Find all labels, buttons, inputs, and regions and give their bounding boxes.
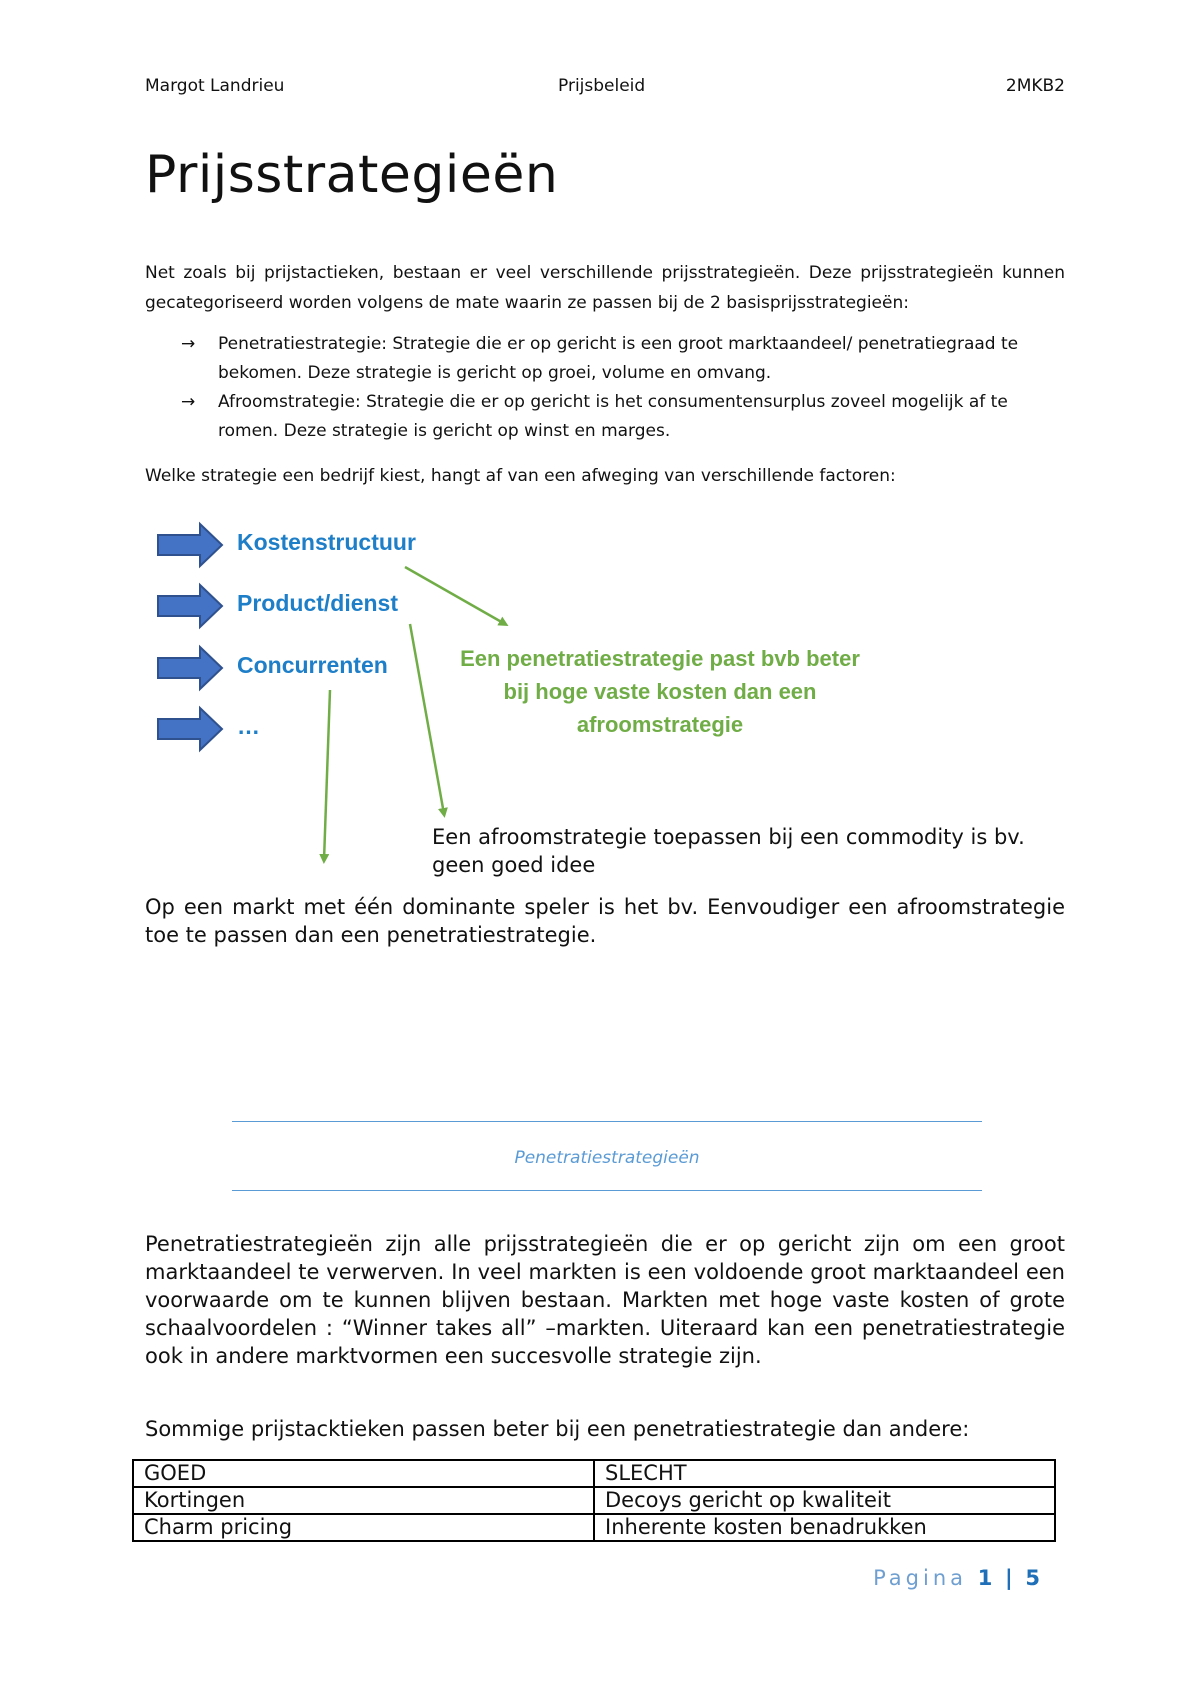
table-row	[133, 1487, 1055, 1514]
header-class: 2MKB2	[1005, 76, 1065, 96]
factor-more: …	[237, 713, 260, 739]
header-subject: Prijsbeleid	[558, 76, 646, 96]
intro-paragraph: Net zoals bij prijstactieken, bestaan er veel verschillende prijsstrategieën. Deze prijsstrategieën kunnen gecategoriseerd worden volgens de mate waarin ze passen bij de 2 basisprijsstrategieën:	[145, 263, 1065, 313]
block-arrow-icon	[158, 647, 222, 689]
connector-arrow-icon	[405, 567, 505, 624]
arrow-right-icon: →	[181, 334, 196, 354]
page-footer	[873, 1566, 1042, 1590]
table-row	[133, 1514, 1055, 1541]
table-cell: Charm pricing	[133, 1514, 594, 1541]
table-cell: Kortingen	[133, 1487, 594, 1514]
factor-product: Product/dienst	[237, 590, 399, 616]
factor-competitors: Concurrenten	[237, 652, 388, 678]
block-arrow-icon	[158, 524, 222, 566]
factor-cost-structure: Kostenstructuur	[237, 529, 416, 555]
table-header-cell: SLECHT	[594, 1460, 1055, 1487]
dominant-player-note: Op een markt met één dominante speler is het bv. Eenvoudiger een afroomstrategie toe te passen dan een penetratiestrategie.	[145, 895, 1065, 947]
table-header-row	[133, 1460, 1055, 1487]
block-arrow-icon	[158, 708, 222, 750]
block-arrow-icon	[158, 585, 222, 627]
tactics-table	[132, 1459, 1056, 1542]
table-cell: Inherente kosten benadrukken	[594, 1514, 1055, 1541]
section-divider-bottom	[232, 1190, 982, 1191]
factors-intro: Welke strategie een bedrijf kiest, hangt af van een afweging van verschillende factoren:	[145, 466, 896, 486]
footer-label: Pagina	[873, 1566, 968, 1590]
footer-total-pages: 5	[1025, 1566, 1042, 1590]
list-item	[145, 388, 1065, 446]
footer-separator: |	[1005, 1566, 1015, 1590]
connector-arrow-icon	[410, 624, 444, 814]
list-item-text: Afroomstrategie: Strategie die er op gericht is het consumentensurplus zoveel mogelijk af te romen. Deze strategie is gericht op winst en marges.	[218, 392, 1008, 441]
footer-page-number: 1	[977, 1566, 995, 1590]
list-item-text: Penetratiestrategie: Strategie die er op gericht is een groot marktaandeel/ penetratiegraad te bekomen. Deze strategie is gericht op groei, volume en omvang.	[218, 334, 1019, 383]
penetration-paragraph: Penetratiestrategieën zijn alle prijsstrategieën die er op gericht zijn om een groot marktaandeel te verwerven. In veel markten is een voldoende groot marktaandeel een voorwaarde om te kunnen blijven bestaan. Markten met hoge vaste kosten of grote schaalvoordelen : “Winner takes all” –markten. Uiteraard kan een penetratiestrategie ook in andere marktvormen een succesvolle strategie zijn.	[145, 1232, 1065, 1368]
tactics-intro: Sommige prijstacktieken passen beter bij een penetratiestrategie dan andere:	[145, 1417, 970, 1441]
table-cell: Decoys gericht op kwaliteit	[594, 1487, 1055, 1514]
strategy-list	[145, 330, 1065, 446]
arrow-right-icon: →	[181, 392, 196, 412]
header-author: Margot Landrieu	[145, 76, 285, 96]
section-divider-top	[232, 1121, 982, 1122]
commodity-note: Een afroomstrategie toepassen bij een commodity is bv. geen goed idee	[432, 825, 1025, 877]
connector-arrow-icon	[324, 690, 330, 860]
table-header-cell: GOED	[133, 1460, 594, 1487]
page-title: Prijsstrategieën	[145, 145, 559, 205]
section-heading: Penetratiestrategieën	[514, 1148, 700, 1168]
list-item	[145, 330, 1065, 388]
penetration-note: Een penetratiestrategie past bvb beter bij hoge vaste kosten dan een afroomstrategie	[460, 646, 860, 737]
